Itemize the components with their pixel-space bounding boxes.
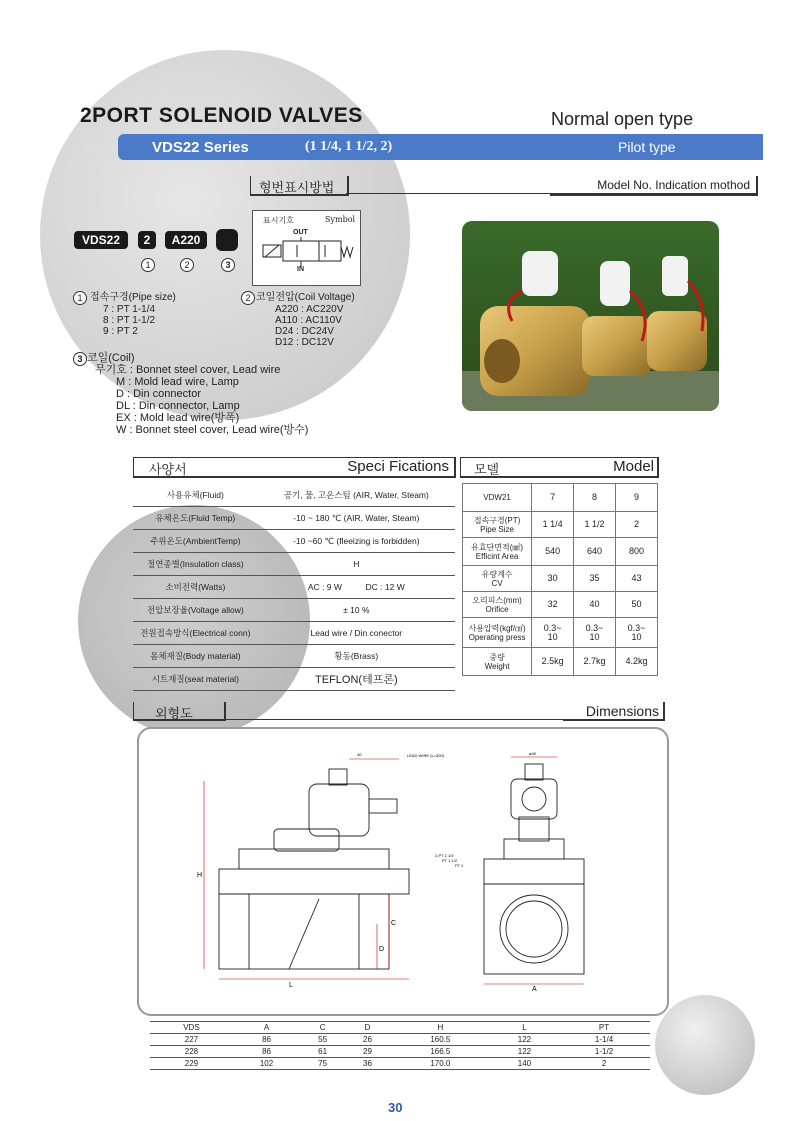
table-row: 유량계수 CV 30 35 43	[463, 566, 658, 592]
product-photo	[462, 221, 719, 411]
coil-item: EX : Mold lead wire(방폭)	[116, 412, 240, 424]
coil-item: D : Din connector	[116, 388, 201, 400]
symbol-label-kr: 표시기호	[263, 216, 294, 225]
table-row: 접속구경(PT) Pipe Size 1 1/4 1 1/2 2	[463, 512, 658, 538]
circle-number: 1	[73, 291, 87, 305]
series-name: VDS22 Series	[152, 139, 249, 156]
decorative-circle-small	[655, 995, 755, 1095]
table-row: 시트재질(seat material) TEFLON(테프론)	[133, 668, 455, 691]
valve-drawing-icon	[139, 729, 667, 1014]
spec-header	[133, 457, 455, 477]
circle-number: 2	[241, 291, 255, 305]
symbol-out-label: OUT	[293, 229, 308, 236]
coil-item: M : Mold lead wire, Lamp	[116, 376, 239, 388]
table-row: VDW21 7 8 9	[463, 484, 658, 512]
table-row: 전원접속방식(Electrical conn) Lead wire / Din conector	[133, 622, 455, 645]
coil-item: 무기호 : Bonnet steel cover, Lead wire	[95, 364, 281, 376]
pipe-size-item: 7 : PT 1-1/4	[103, 304, 156, 315]
spec-heading-kr: 사양서	[149, 462, 187, 477]
model-chip-size: 2	[138, 231, 156, 249]
model-heading-en: Model	[613, 458, 654, 475]
dim-label-pt: 2-PT 1 1/4 PT 1 1/2 PT 2	[435, 853, 464, 868]
table-row: 229 102 75 36 170.0 140 2	[150, 1058, 650, 1070]
circle-number: 1	[141, 258, 155, 272]
circle-number: 3	[73, 352, 87, 366]
dim-label-phi: ø45	[529, 751, 536, 756]
symbol-label-en: Symbol	[325, 215, 356, 224]
circle-number: 2	[180, 258, 194, 272]
table-row: 전압보장율(Voltage allow) ± 10 %	[133, 599, 455, 622]
valve-photo-image	[462, 221, 719, 411]
dim-label-c: C	[391, 920, 397, 927]
dim-label-40: 40	[357, 752, 362, 757]
model-heading-kr: 모델	[474, 462, 500, 477]
table-row: 절연종별(Insulation class) H	[133, 553, 455, 576]
dim-label-l: L	[289, 982, 293, 989]
spec-table	[133, 484, 455, 691]
coil-voltage-item: D12 : DC12V	[275, 337, 334, 348]
page-subtitle: Normal open type	[551, 109, 694, 129]
valve-symbol-icon	[253, 211, 360, 285]
dim-label-d: D	[379, 946, 385, 953]
model-table	[462, 483, 658, 676]
coil-item: W : Bonnet steel cover, Lead wire(방수)	[116, 424, 309, 436]
coil-label: 코일(Coil)	[87, 352, 135, 364]
table-row: 227 86 55 26 160.5 122 1-1/4	[150, 1034, 650, 1046]
model-indication-tab	[250, 176, 349, 196]
table-row: 주위온도(AmbientTemp) -10 ~60 ℃ (fleeizing is forbidden)	[133, 530, 455, 553]
coil-voltage-item: D24 : DC24V	[275, 326, 334, 337]
circle-number: 3	[221, 258, 235, 272]
table-header-row: VDS A C D H L PT	[150, 1022, 650, 1034]
dim-label-a: A	[532, 986, 537, 993]
model-chip-series: VDS22	[74, 231, 128, 249]
model-chip-voltage: A220	[165, 231, 207, 249]
dimensions-table	[150, 1021, 650, 1070]
model-header	[460, 457, 660, 477]
table-row: 소비전력(Watts) AC : 9 W DC : 12 W	[133, 576, 455, 599]
symbol-in-label: IN	[297, 266, 304, 273]
model-indication-en-tab	[550, 176, 758, 196]
dim-label-lead: LEAD WIRE (L=300)	[407, 753, 445, 758]
table-row: 사용압력(kgf/㎠) Operating press 0.3~ 10 0.3~ 10 0.3~ 10	[463, 618, 658, 648]
pilot-type: Pilot type	[618, 139, 676, 155]
page-title: 2PORT SOLENOID VALVES	[80, 104, 363, 127]
model-indication-header	[250, 176, 758, 194]
page-number: 30	[388, 1100, 403, 1115]
spec-heading-en: Speci Fications	[347, 458, 449, 475]
coil-voltage-item: A110 : AC110V	[275, 315, 342, 326]
symbol-box	[252, 210, 361, 286]
pipe-size-item: 8 : PT 1-1/2	[103, 315, 156, 326]
table-row: 오리피스(mm) Orifice 32 40 50	[463, 592, 658, 618]
pipe-size-label: 접속구경(Pipe size)	[90, 292, 176, 303]
table-row: 중량 Weight 2.5kg 2.7kg 4.2kg	[463, 648, 658, 676]
dimensions-heading-en: Dimensions	[585, 703, 659, 719]
dimensions-header	[133, 702, 665, 722]
table-row: 유체온도(Fluid Temp) -10 ~ 180 ℃ (AIR, Water, Steam)	[133, 507, 455, 530]
dimensions-heading-kr: 외형도	[155, 706, 193, 721]
coil-voltage-label: 코일전압(Coil Voltage)	[256, 292, 355, 303]
table-row: 몸체재질(Body material) 황동(Brass)	[133, 645, 455, 668]
series-sizes: (1 1/4, 1 1/2, 2)	[305, 139, 393, 154]
coil-voltage-item: A220 : AC220V	[275, 304, 344, 315]
table-row: 228 86 61 29 166.5 122 1-1/2	[150, 1046, 650, 1058]
dim-label-h: H	[197, 872, 203, 879]
model-indication-heading-en: Model No. Indication mothod	[597, 178, 750, 192]
table-row: 유효단면적(㎟) Efficint Area 540 640 800	[463, 538, 658, 566]
dimension-drawing	[137, 727, 669, 1016]
pipe-size-item: 9 : PT 2	[103, 326, 138, 337]
table-row: 사용유체(Fluid) 공기, 물, 고온스팀 (AIR, Water, Steam)	[133, 484, 455, 507]
model-chip-coil	[216, 229, 238, 251]
model-indication-heading-kr: 형번표시방법	[259, 180, 335, 195]
coil-item: DL : Din connector, Lamp	[116, 400, 240, 412]
